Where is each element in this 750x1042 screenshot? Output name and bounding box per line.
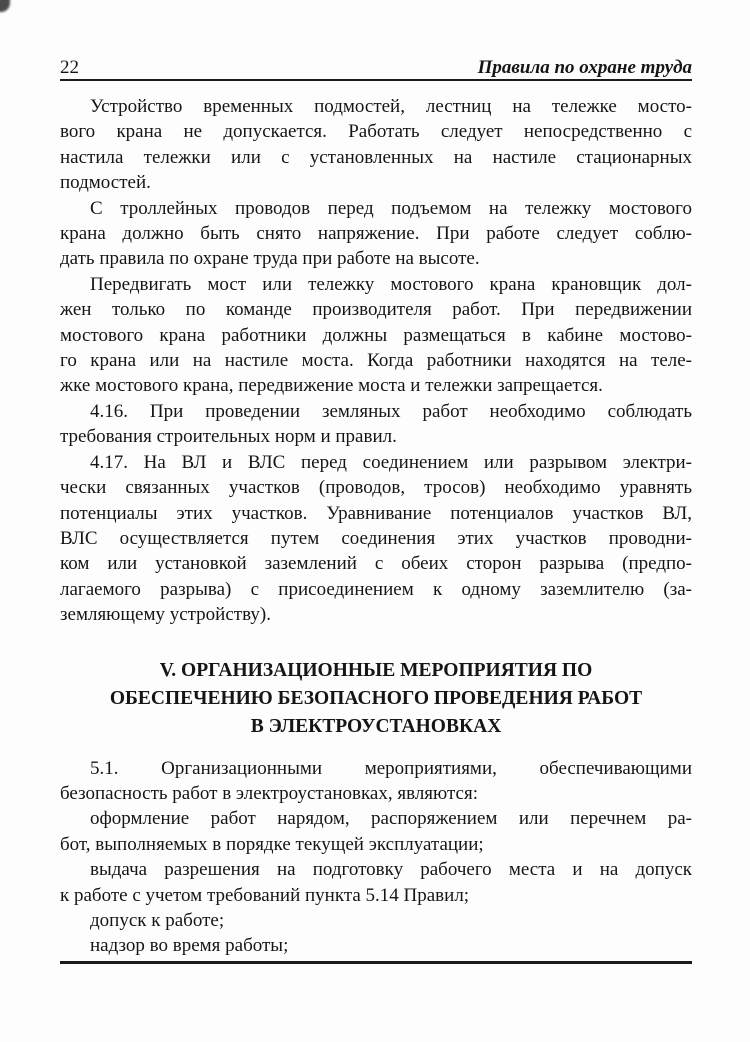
footer-rule [60, 961, 692, 964]
body-paragraph [60, 272, 692, 399]
text-line: настила тележки или с установленных на настиле стационарных [60, 146, 692, 168]
text-line: к работе с учетом требований пункта 5.14 Правил; [60, 884, 470, 906]
heading-line: В ЭЛЕКТРОУСТАНОВКАХ [250, 715, 502, 737]
text-line: потенциалы этих участков. Уравнивание потенциалов участков ВЛ, [60, 502, 692, 524]
page-number: 22 [60, 57, 79, 78]
text-line: 4.16. При проведении земляных работ необходимо соблюдать [90, 400, 692, 422]
text-line: безопасность работ в электроустановках, являются: [60, 782, 478, 804]
section-heading [60, 657, 692, 741]
text-line: жен только по команде производителя работ. При передвижении [60, 299, 692, 321]
body-paragraph [60, 806, 692, 857]
text-line: бот, выполняемых в порядке текущей эксплуатации; [60, 833, 484, 855]
text-line: выдача разрешения на подготовку рабочего места и на допуск [90, 859, 692, 881]
heading-line: V. ОРГАНИЗАЦИОННЫЕ МЕРОПРИЯТИЯ ПО [159, 659, 593, 681]
page-body [60, 94, 692, 964]
section-4-text [60, 94, 692, 628]
text-line: подмостей. [60, 172, 151, 194]
text-line: вого крана не допускается. Работать следует непосредственно с [60, 121, 692, 143]
text-line: С троллейных проводов перед подъемом на тележку мостового [90, 197, 692, 219]
text-line: земляющему устройству). [60, 604, 271, 626]
text-line: го крана или на настиле моста. Когда работники находятся на теле- [60, 350, 692, 372]
body-paragraph [60, 908, 692, 933]
text-line: оформление работ нарядом, распоряжением или перечнем ра- [90, 808, 692, 830]
running-title: Правила по охране труда [477, 57, 692, 78]
text-line: 5.1. Организационными мероприятиями, обеспечивающими [90, 757, 692, 779]
body-paragraph [60, 857, 692, 908]
text-line: 4.17. На ВЛ и ВЛС перед соединением или разрывом электри- [90, 451, 692, 473]
text-line: ВЛС осуществляется путем соединения этих участков проводни- [60, 527, 692, 549]
text-line: требования строительных норм и правил. [60, 426, 397, 448]
body-paragraph [60, 399, 692, 450]
body-paragraph [60, 94, 692, 196]
heading-line: ОБЕСПЕЧЕНИЮ БЕЗОПАСНОГО ПРОВЕДЕНИЯ РАБОТ [109, 687, 643, 709]
text-line: допуск к работе; [90, 909, 225, 931]
text-line: ком или установкой заземлений с обеих сторон разрыва (предпо- [60, 553, 692, 575]
body-paragraph [60, 450, 692, 628]
text-line: жке мостового крана, передвижение моста и тележки запрещается. [60, 375, 603, 397]
text-line: Устройство временных подмостей, лестниц на тележке мосто- [90, 96, 692, 117]
text-line: дать правила по охране труда при работе на высоте. [60, 248, 480, 270]
page-header [60, 57, 692, 81]
text-line: чески связанных участков (проводов, тросов) необходимо уравнять [60, 477, 692, 499]
body-paragraph [60, 756, 692, 807]
text-line: лагаемого разрыва) с присоединением к одному заземлителю (за- [60, 578, 692, 600]
body-paragraph [60, 196, 692, 272]
text-line: надзор во время работы; [90, 935, 289, 957]
section-5-text [60, 756, 692, 959]
text-line: крана должно быть снято напряжение. При работе следует соблю- [60, 223, 692, 245]
text-line: мостового крана работники должны размещаться в кабине мостово- [60, 324, 692, 346]
text-line: Передвигать мост или тележку мостового крана крановщик дол- [90, 273, 692, 295]
body-paragraph [60, 933, 692, 958]
